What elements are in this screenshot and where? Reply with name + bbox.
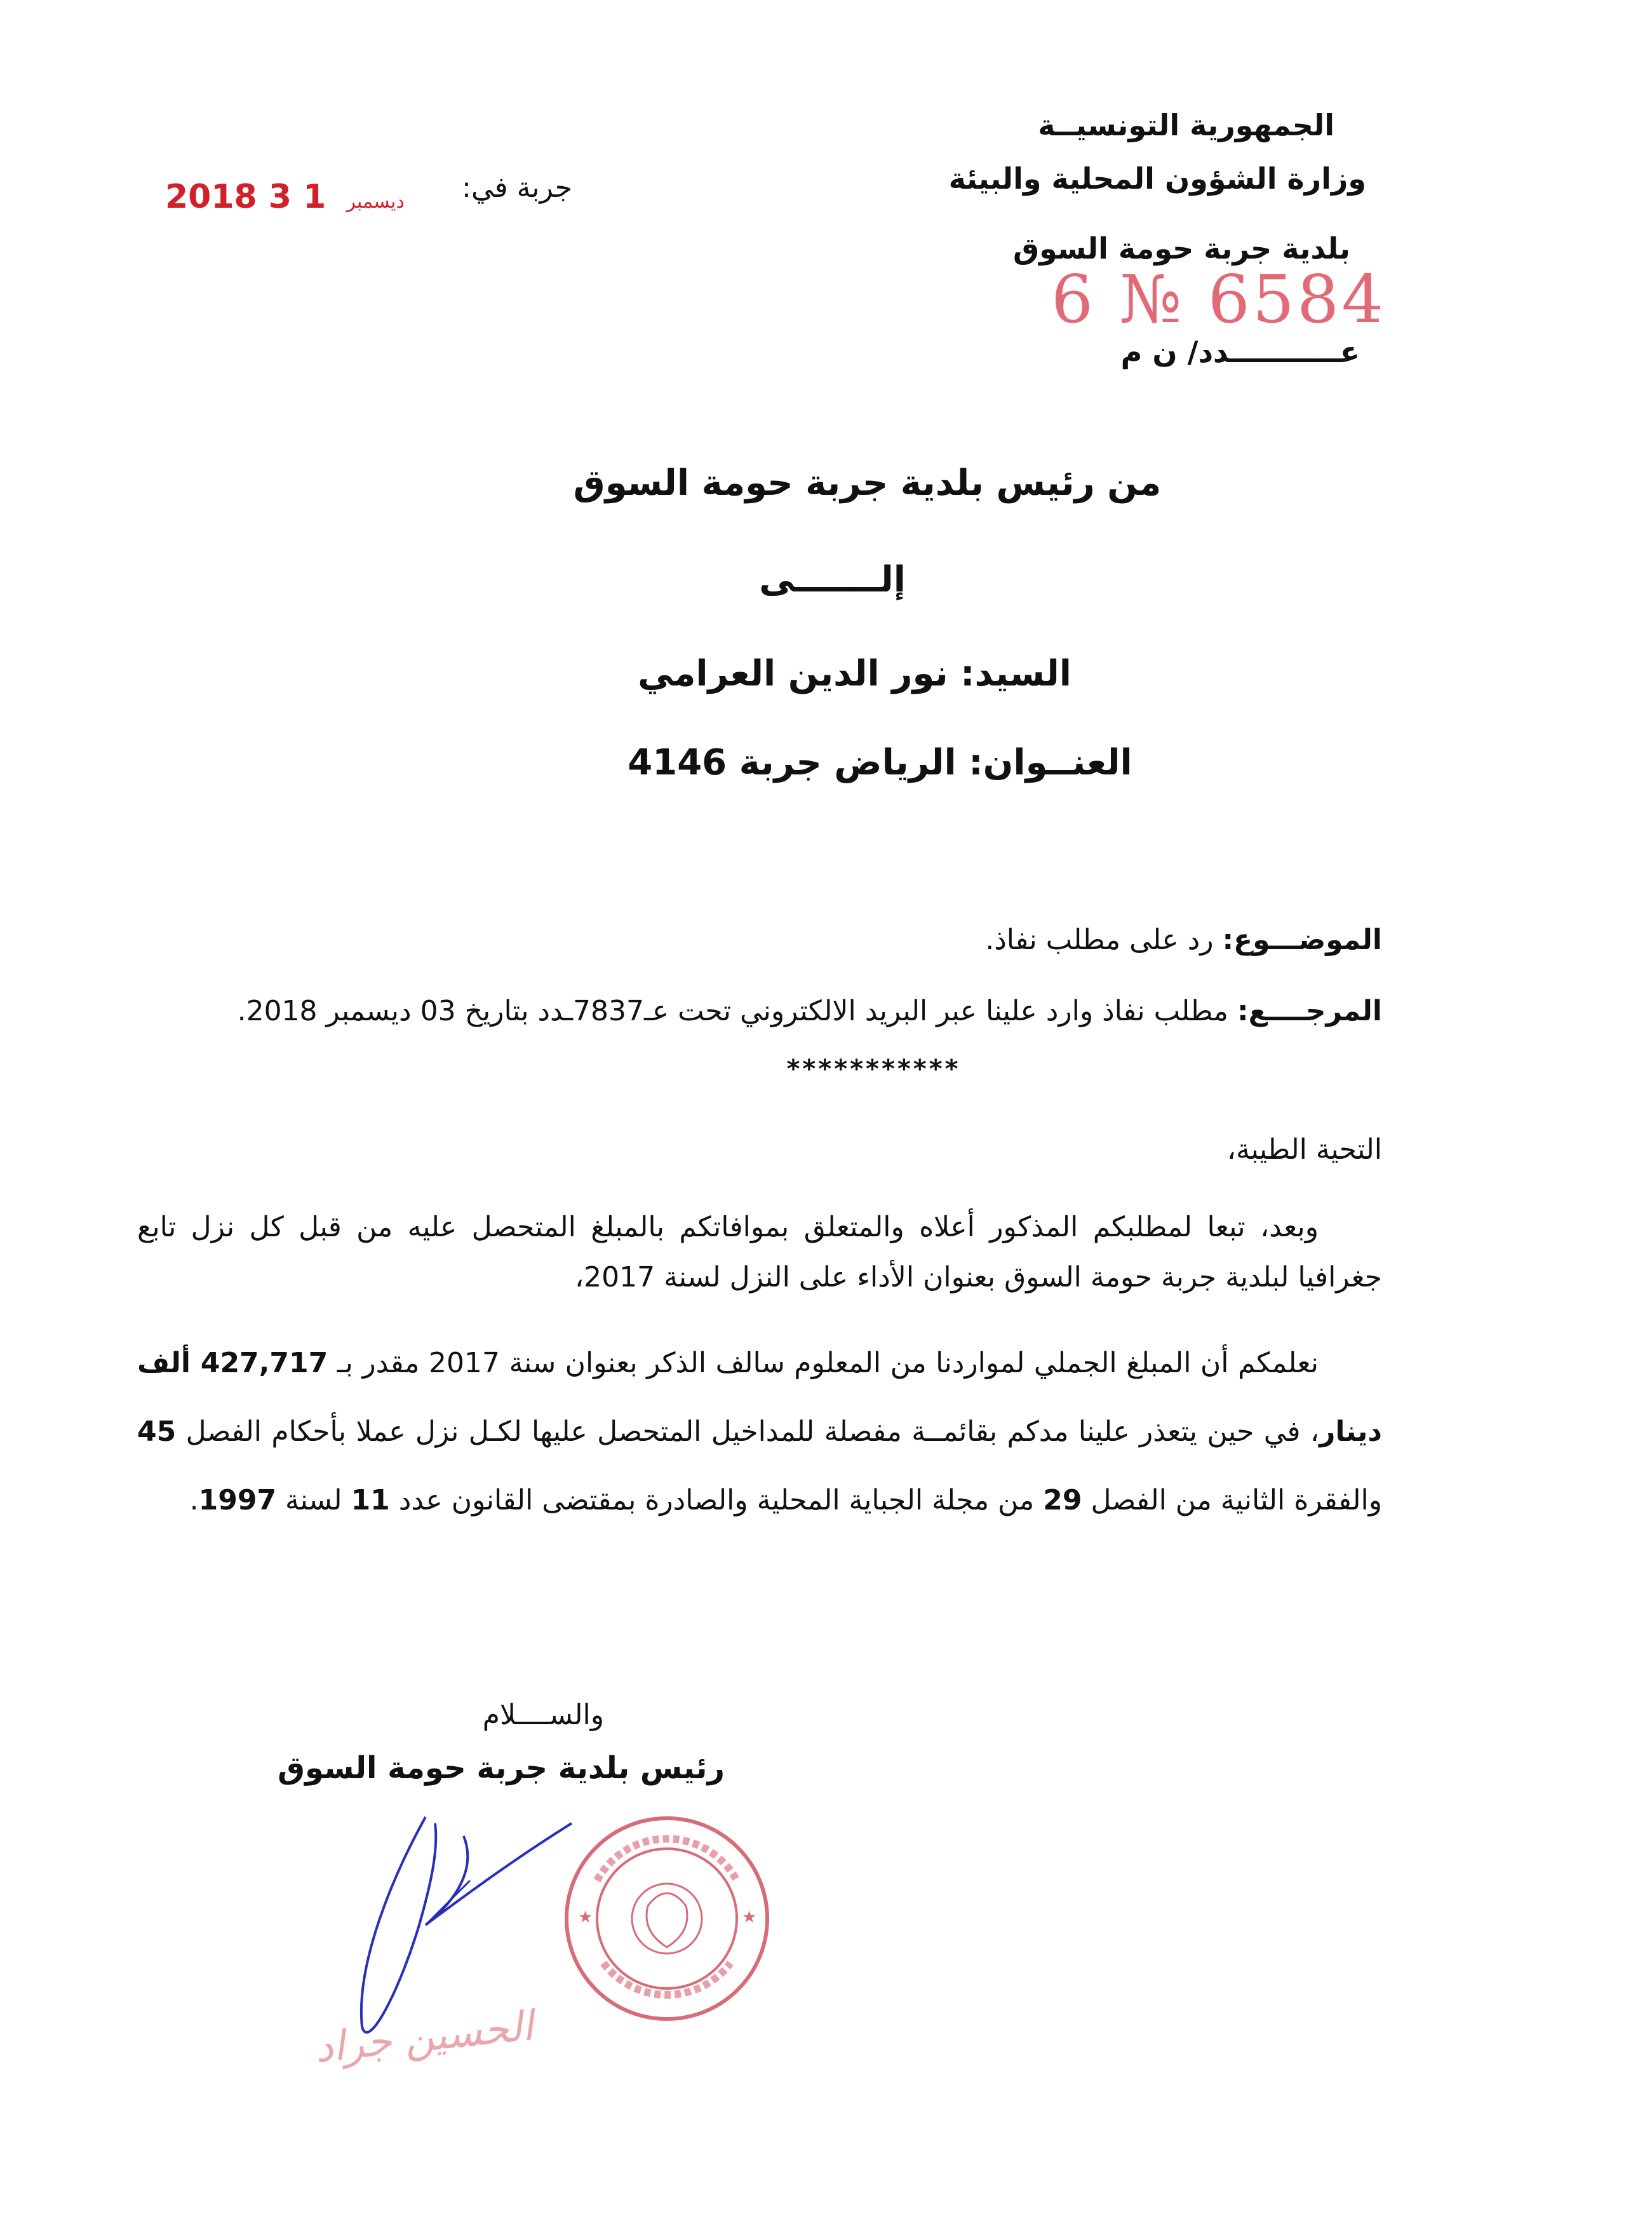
article-number-2: 29 [1043, 1483, 1082, 1516]
place-label: جربة في: [462, 172, 572, 204]
subject-label: الموضـــوع: [1222, 924, 1382, 956]
paragraph-1: وبعد، تبعا لمطلبكم المذكور أعلاه والمتعلق بموافاتكم بالمبلغ المتحصل عليه من قبل كل نزل تابع جغرافيا لبلدية جربة حومة السوق بعنوان الأداء على النزل لسنة 2017، [137, 1211, 1382, 1294]
paragraph-2-text-3: والفقرة الثانية من الفصل [1082, 1483, 1382, 1516]
header-municipality: بلدية جربة حومة السوق [1013, 231, 1350, 266]
date-stamp-day: 1 3 [268, 178, 326, 216]
handwritten-name: الحسين جراد [312, 2002, 536, 2072]
date-stamp-month: ديسمبر [346, 191, 405, 213]
subject-line [175, 915, 1382, 965]
closing-salutation: والســــلام [482, 1699, 604, 1731]
article-number-1: 45 [137, 1415, 177, 1448]
paragraph-2-text-6: . [189, 1483, 199, 1516]
paragraph-2 [137, 1329, 1382, 1534]
amount-value: 427,717 ألف دينار [137, 1347, 1382, 1448]
svg-text:★: ★ [742, 1908, 757, 1927]
date-stamp [165, 178, 413, 216]
law-number: 11 [351, 1483, 390, 1516]
subject-text: رد على مطلب نفاذ. [985, 924, 1223, 956]
to-line: إلـــــــى [759, 559, 906, 600]
date-stamp-year: 2018 [165, 178, 257, 216]
paragraph-2-text-2: ، في حين يتعذر علينا مدكم بقائمــة مفصلة للمداخيل المتحصل عليها لكـل نزل عملا بأحكام الفصل [176, 1415, 1320, 1448]
address-line: العنــوان: الرياض جربة 4146 [628, 742, 1132, 783]
header-number-label: عـــــــــــدد/ ن م [1120, 335, 1360, 369]
greeting: التحية الطيبة، [1226, 1133, 1382, 1166]
registration-number-stamp: 6 № 6584 [1051, 260, 1387, 338]
paragraph-2-text-1: نعلمكم أن المبلغ الجملي لمواردنا من المعلوم سالف الذكر بعنوان سنة 2017 مقدر بـ [328, 1347, 1319, 1379]
law-year: 1997 [198, 1483, 277, 1516]
paragraph-2-text-5: لسنة [276, 1483, 351, 1516]
from-line: من رئيس بلدية جربة حومة السوق [573, 462, 1162, 504]
header-ministry: وزارة الشؤون المحلية والبيئة [948, 161, 1366, 196]
paragraph-2-text-4: من مجلة الجباية المحلية والصادرة بمقتضى القانون عدد [389, 1483, 1044, 1516]
svg-text:★: ★ [578, 1908, 593, 1927]
recipient-line: السيد: نور الدين العرامي [638, 653, 1071, 694]
reference-text: مطلب نفاذ وارد علينا عبر البريد الالكتروني تحت عـ7837ـدد بتاريخ 03 ديسمبر 2018. [237, 995, 1237, 1027]
header-republic: الجمهورية التونسيــة [1038, 108, 1334, 142]
signatory-title: رئيس بلدية جربة حومة السوق [278, 1750, 725, 1786]
reference-line [144, 986, 1382, 1036]
reference-label: المرجــــع: [1237, 995, 1382, 1027]
separator: *********** [786, 1055, 961, 1084]
